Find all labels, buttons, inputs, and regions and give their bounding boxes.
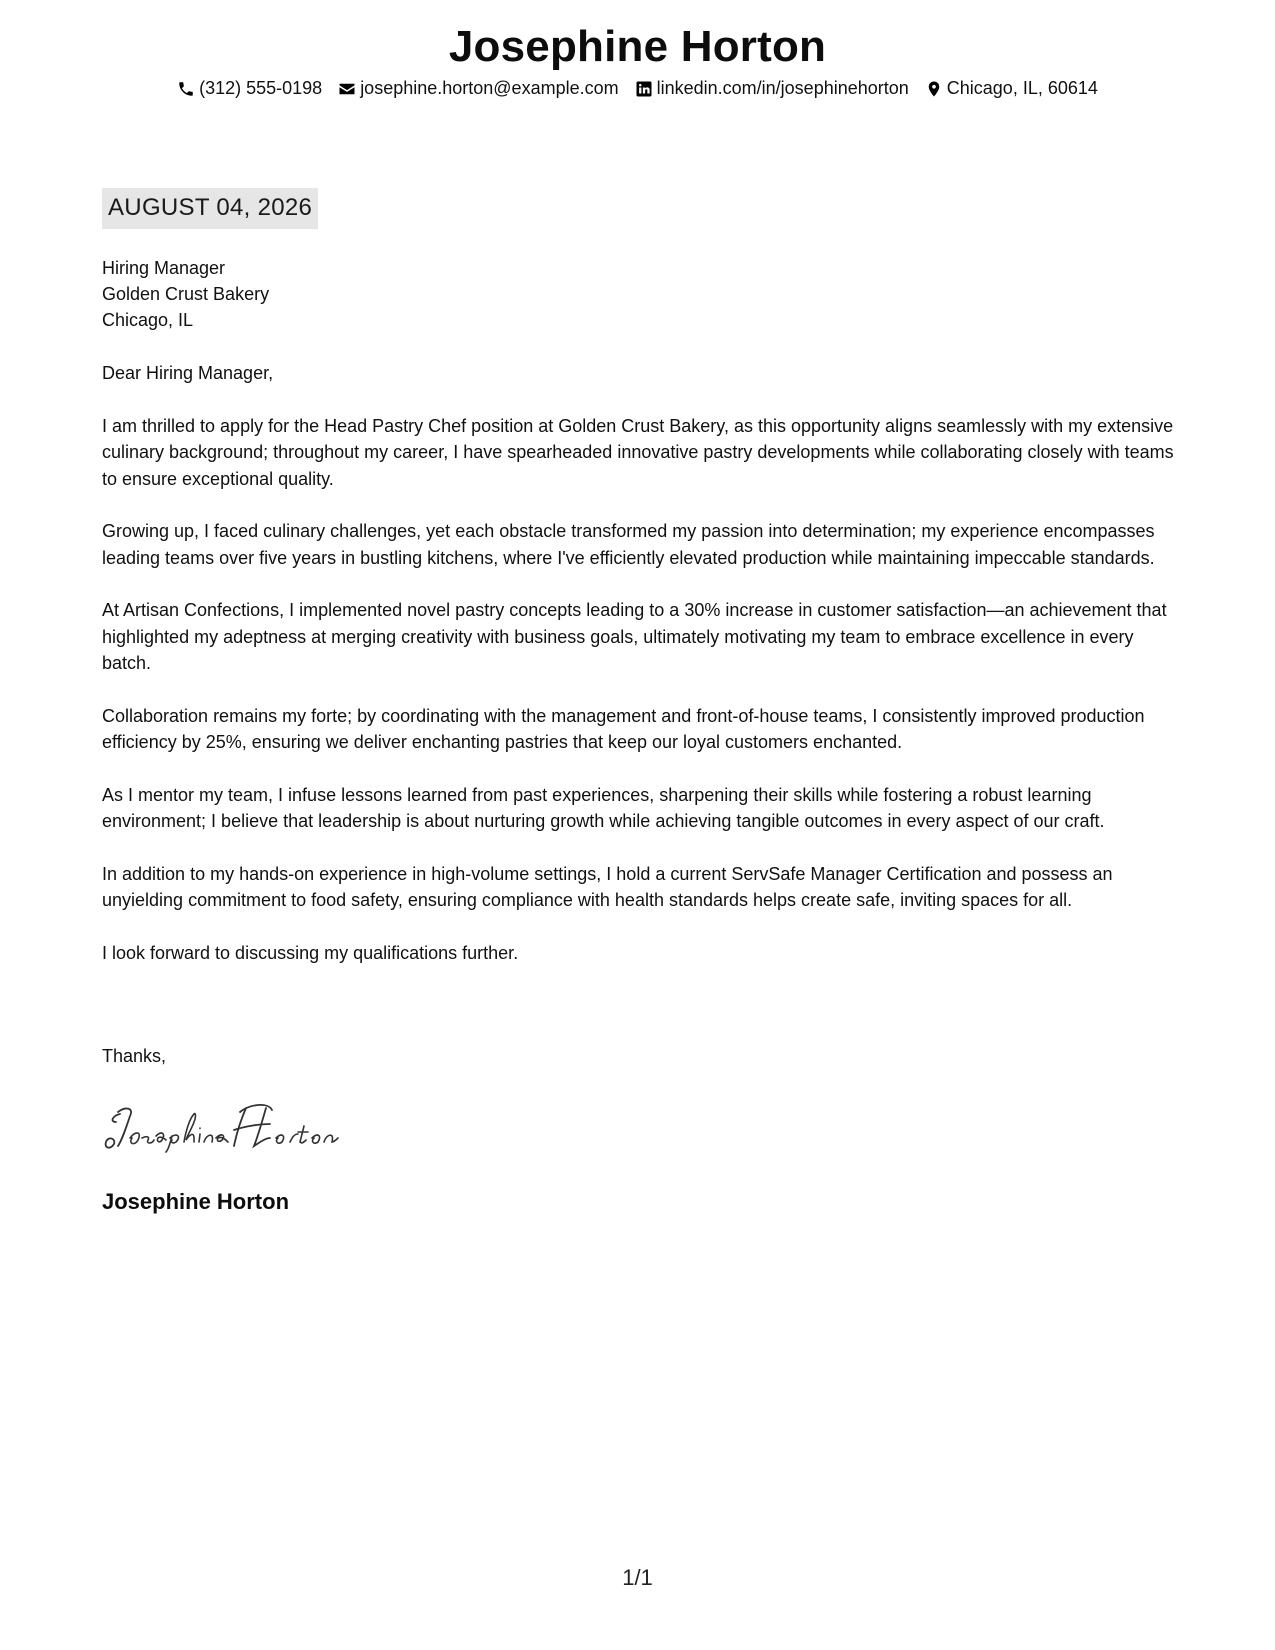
linkedin-text: linkedin.com/in/josephinehorton [656, 78, 909, 98]
recipient-title: Hiring Manager [102, 258, 226, 278]
body-paragraph: Collaboration remains my forte; by coordinating with the management and front-of-house teams, I consistently improved production efficiency by 25%, ensuring we deliver enchanting pastries that keep our loyal customers enchanted. [102, 705, 1145, 752]
handwritten-signature [100, 1098, 360, 1154]
letter-body [102, 360, 1177, 992]
contact-location [925, 78, 1098, 99]
signer-name: Josephine Horton [102, 1189, 290, 1214]
greeting: Dear Hiring Manager, [102, 363, 274, 383]
contact-linkedin[interactable] [635, 78, 909, 99]
body-paragraph: I look forward to discussing my qualifications further. [102, 942, 519, 963]
closing: Thanks, [102, 1046, 167, 1066]
body-paragraph: Growing up, I faced culinary challenges, yet each obstacle transformed my passion into determination; my experience encompasses leading teams over five years in bustling kitchens, where I've efficiently elevated production while maintaining impeccable standards. [102, 521, 1155, 568]
applicant-name: Josephine Horton [448, 22, 827, 71]
email-text: josephine.horton@example.com [360, 78, 619, 98]
recipient-company: Golden Crust Bakery [102, 284, 270, 304]
contact-bar [0, 78, 1275, 99]
recipient-city: Chicago, IL [102, 310, 194, 330]
contact-email[interactable] [338, 78, 618, 99]
body-paragraph: I am thrilled to apply for the Head Pastry Chef position at Golden Crust Bakery, as this opportunity aligns seamlessly with my extensive culinary background; throughout my career, I have spearheaded innovative pastry developments while collaborating closely with teams to ensure exceptional quality. [102, 415, 1174, 489]
body-paragraph: In addition to my hands-on experience in high-volume settings, I hold a current ServSafe Manager Certification and possess an unyielding commitment to food safety, ensuring compliance with health standards helps create safe, inviting spaces for all. [102, 863, 1113, 910]
envelope-icon [338, 80, 356, 98]
body-paragraph: As I mentor my team, I infuse lessons learned from past experiences, sharpening their skills while fostering a robust learning environment; I believe that leadership is about nurturing growth while achieving tangible outcomes in every aspect of our craft. [102, 784, 1105, 831]
map-pin-icon [925, 80, 943, 98]
letter-date: AUGUST 04, 2026 [102, 188, 318, 229]
body-paragraph: At Artisan Confections, I implemented novel pastry concepts leading to a 30% increase in customer satisfaction—an achievement that highlighted my adeptness at merging creativity with business goals, ultimately motivating my team to embrace excellence in every batch. [102, 600, 1167, 673]
linkedin-icon [635, 80, 653, 98]
contact-phone [177, 78, 322, 99]
recipient-block [102, 255, 269, 333]
phone-icon [177, 80, 195, 98]
phone-text: (312) 555-0198 [199, 78, 323, 98]
page-number: 1/1 [622, 1565, 653, 1590]
location-text: Chicago, IL, 60614 [946, 78, 1098, 98]
